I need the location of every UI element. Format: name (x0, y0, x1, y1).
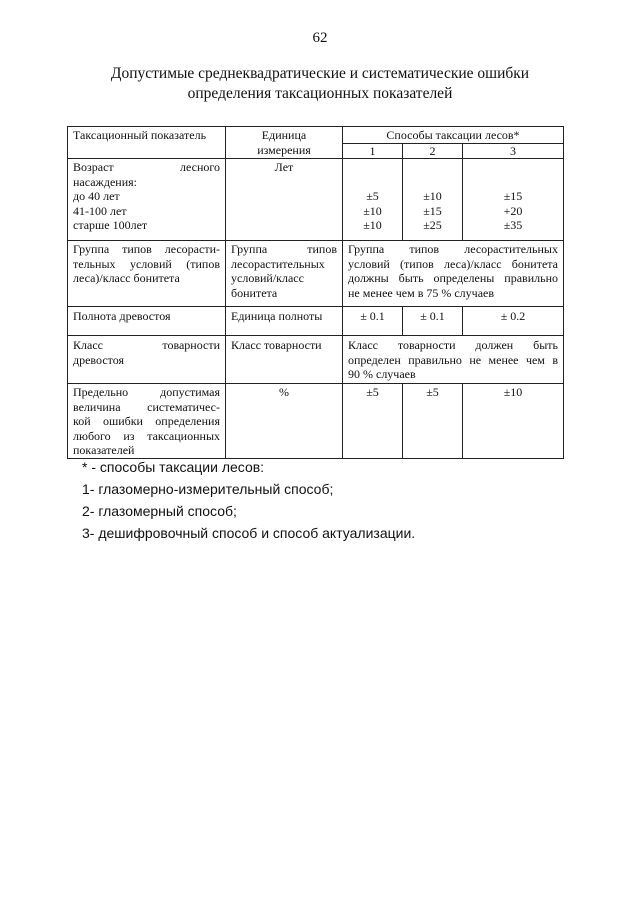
header-method-2: 2 (403, 143, 463, 159)
errors-table (67, 126, 564, 459)
row-limit-indicator (68, 384, 226, 459)
indicator-line: Класс товарности (73, 338, 220, 352)
value: ±10 (363, 218, 382, 232)
row-age-unit: Лет (226, 159, 343, 241)
footnote (82, 456, 542, 544)
indicator-line: древостоя (73, 352, 125, 367)
header-methods: Способы таксации лесов* (343, 127, 564, 144)
title-line-1: Допустимые среднеквадратические и систематические ошибки (110, 65, 530, 82)
merged-line: должны быть определены правильно (348, 271, 558, 285)
document-title (70, 64, 570, 104)
row-density-method-3: ± 0.2 (463, 307, 564, 336)
indicator-line: 41-100 лет (73, 203, 127, 218)
row-class-merged (343, 336, 564, 384)
indicator-line: показателей (73, 443, 135, 457)
indicator-line: Предельно допустимая (73, 385, 220, 399)
header-unit-line-1: Единица (261, 128, 307, 142)
table-row (68, 159, 564, 241)
row-group-unit: Группа типов лесорастительных условий/класс бонитета (226, 241, 343, 307)
table-row (68, 336, 564, 384)
page-number: 62 (312, 30, 328, 46)
value: ±5 (366, 189, 379, 203)
row-group-merged (343, 241, 564, 307)
footnote-heading: * - способы таксации лесов: (82, 459, 265, 475)
footnote-item: 3- дешифровочный способ и способ актуализации. (82, 525, 416, 541)
row-density-method-2: ± 0.1 (403, 307, 463, 336)
merged-line: не менее чем в 75 % случаев (348, 285, 495, 300)
row-limit-method-1: ±5 (343, 384, 403, 459)
footnote-item: 1- глазомерно-измерительный способ; (82, 481, 334, 497)
row-age-method-3 (463, 159, 564, 241)
table-row (68, 384, 564, 459)
row-age-method-2 (403, 159, 463, 241)
table-header-row (68, 127, 564, 144)
indicator-line: до 40 лет (73, 189, 120, 203)
merged-line: условий (типов леса)/класс бонитета (348, 256, 558, 271)
table-row (68, 307, 564, 336)
indicator-line: любого из таксационных (73, 428, 220, 443)
value: +20 (503, 203, 523, 218)
header-method-3: 3 (463, 143, 564, 159)
row-age-method-1 (343, 159, 403, 241)
indicator-line: Возраст лесного (73, 160, 220, 174)
indicator-line: кой ошибки определения (73, 414, 220, 428)
row-density-indicator: Полнота древостоя (68, 307, 226, 336)
footnote-item: 2- глазомерный способ; (82, 503, 237, 519)
header-unit-line-2: измерения (257, 142, 311, 157)
merged-line: Группа типов лесорастительных (348, 242, 558, 256)
row-limit-unit: % (226, 384, 343, 459)
merged-line: Класс товарности должен быть (348, 338, 558, 352)
row-class-unit: Класс товарности (226, 336, 343, 384)
value: ±10 (423, 189, 442, 203)
value: ±15 (503, 189, 523, 203)
row-density-method-1: ± 0.1 (343, 307, 403, 336)
row-limit-method-2: ±5 (403, 384, 463, 459)
title-line-2: определения таксационных показателей (187, 85, 453, 102)
merged-line: 90 % случаев (348, 367, 416, 381)
value: ±25 (423, 218, 442, 232)
header-method-1: 1 (343, 143, 403, 159)
table-row (68, 241, 564, 307)
row-class-indicator (68, 336, 226, 384)
indicator-line: насаждения: (73, 174, 137, 189)
header-unit (226, 127, 343, 159)
row-density-unit: Единица полноты (226, 307, 343, 336)
value: ±10 (363, 203, 382, 218)
row-group-indicator: Группа типов лесорасти-тельных условий (типов леса)/класс бонитета (68, 241, 226, 307)
indicator-line: старше 100лет (73, 218, 148, 232)
header-indicator: Таксационный показатель (68, 127, 226, 159)
merged-line: определен правильно не менее чем в (348, 352, 558, 367)
value: ±35 (503, 218, 523, 232)
value: ±15 (423, 203, 442, 218)
indicator-line: величина систематичес- (73, 399, 220, 414)
row-limit-method-3: ±10 (463, 384, 564, 459)
row-age-indicator (68, 159, 226, 241)
